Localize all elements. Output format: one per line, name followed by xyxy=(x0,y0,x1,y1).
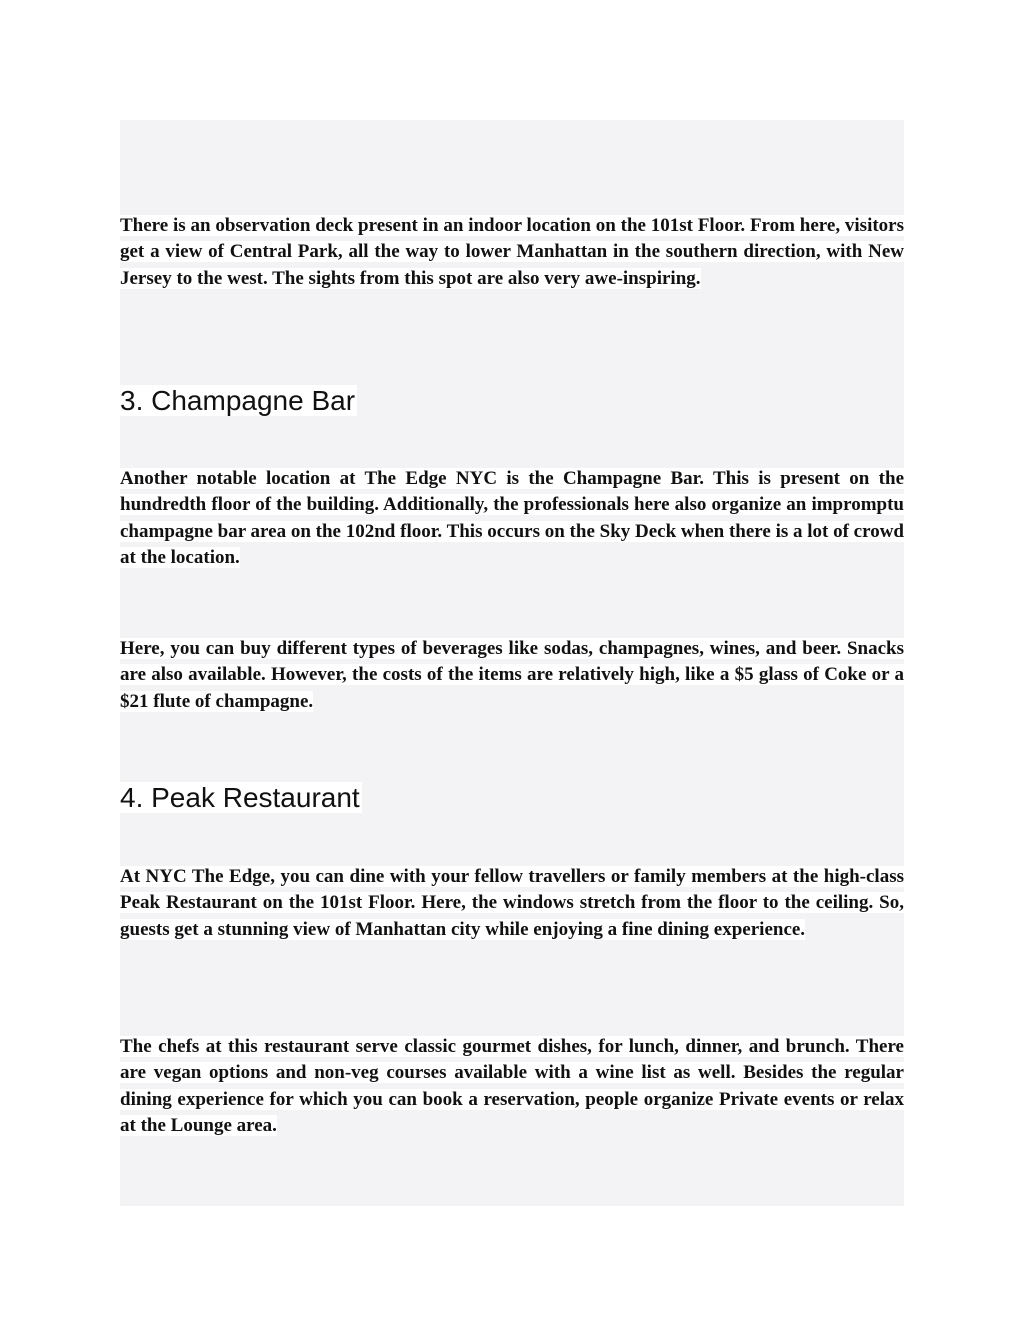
peak-restaurant-paragraph-1: At NYC The Edge, you can dine with your fellow travellers or family members at the high-class Peak Restaurant on the 101st Floor. Here, the windows stretch from the floor to the ceiling. So, guests get a stunning view of Manhattan city while enjoying a fine dining experience. xyxy=(120,866,904,940)
observation-deck-paragraph: There is an observation deck present in an indoor location on the 101st Floor. From here, visitors get a view of Central Park, all the way to lower Manhattan in the southern direction, with New Jersey to the west. The sights from this spot are also very awe-inspiring. xyxy=(120,215,904,289)
champagne-bar-heading: 3. Champagne Bar xyxy=(120,385,356,416)
peak-restaurant-heading: 4. Peak Restaurant xyxy=(120,782,360,813)
peak-restaurant-paragraph-2: The chefs at this restaurant serve classic gourmet dishes, for lunch, dinner, and brunch. There are vegan options and non-veg courses available with a wine list as well. Besides the regular dining experience for which you can book a reservation, people organize Private events or relax at the Lounge area. xyxy=(120,1036,904,1136)
champagne-bar-paragraph-2: Here, you can buy different types of beverages like sodas, champagnes, wines, and beer. Snacks are also available. However, the costs of the items are relatively high, like a $5 glass of Coke or a $21 flute of champagne. xyxy=(120,638,904,712)
champagne-bar-paragraph-1: Another notable location at The Edge NYC is the Champagne Bar. This is present on the hundredth floor of the building. Additionally, the professionals here also organize an impromptu champagne bar area on the 102nd floor. This occurs on the Sky Deck when there is a lot of crowd at the location. xyxy=(120,468,904,568)
